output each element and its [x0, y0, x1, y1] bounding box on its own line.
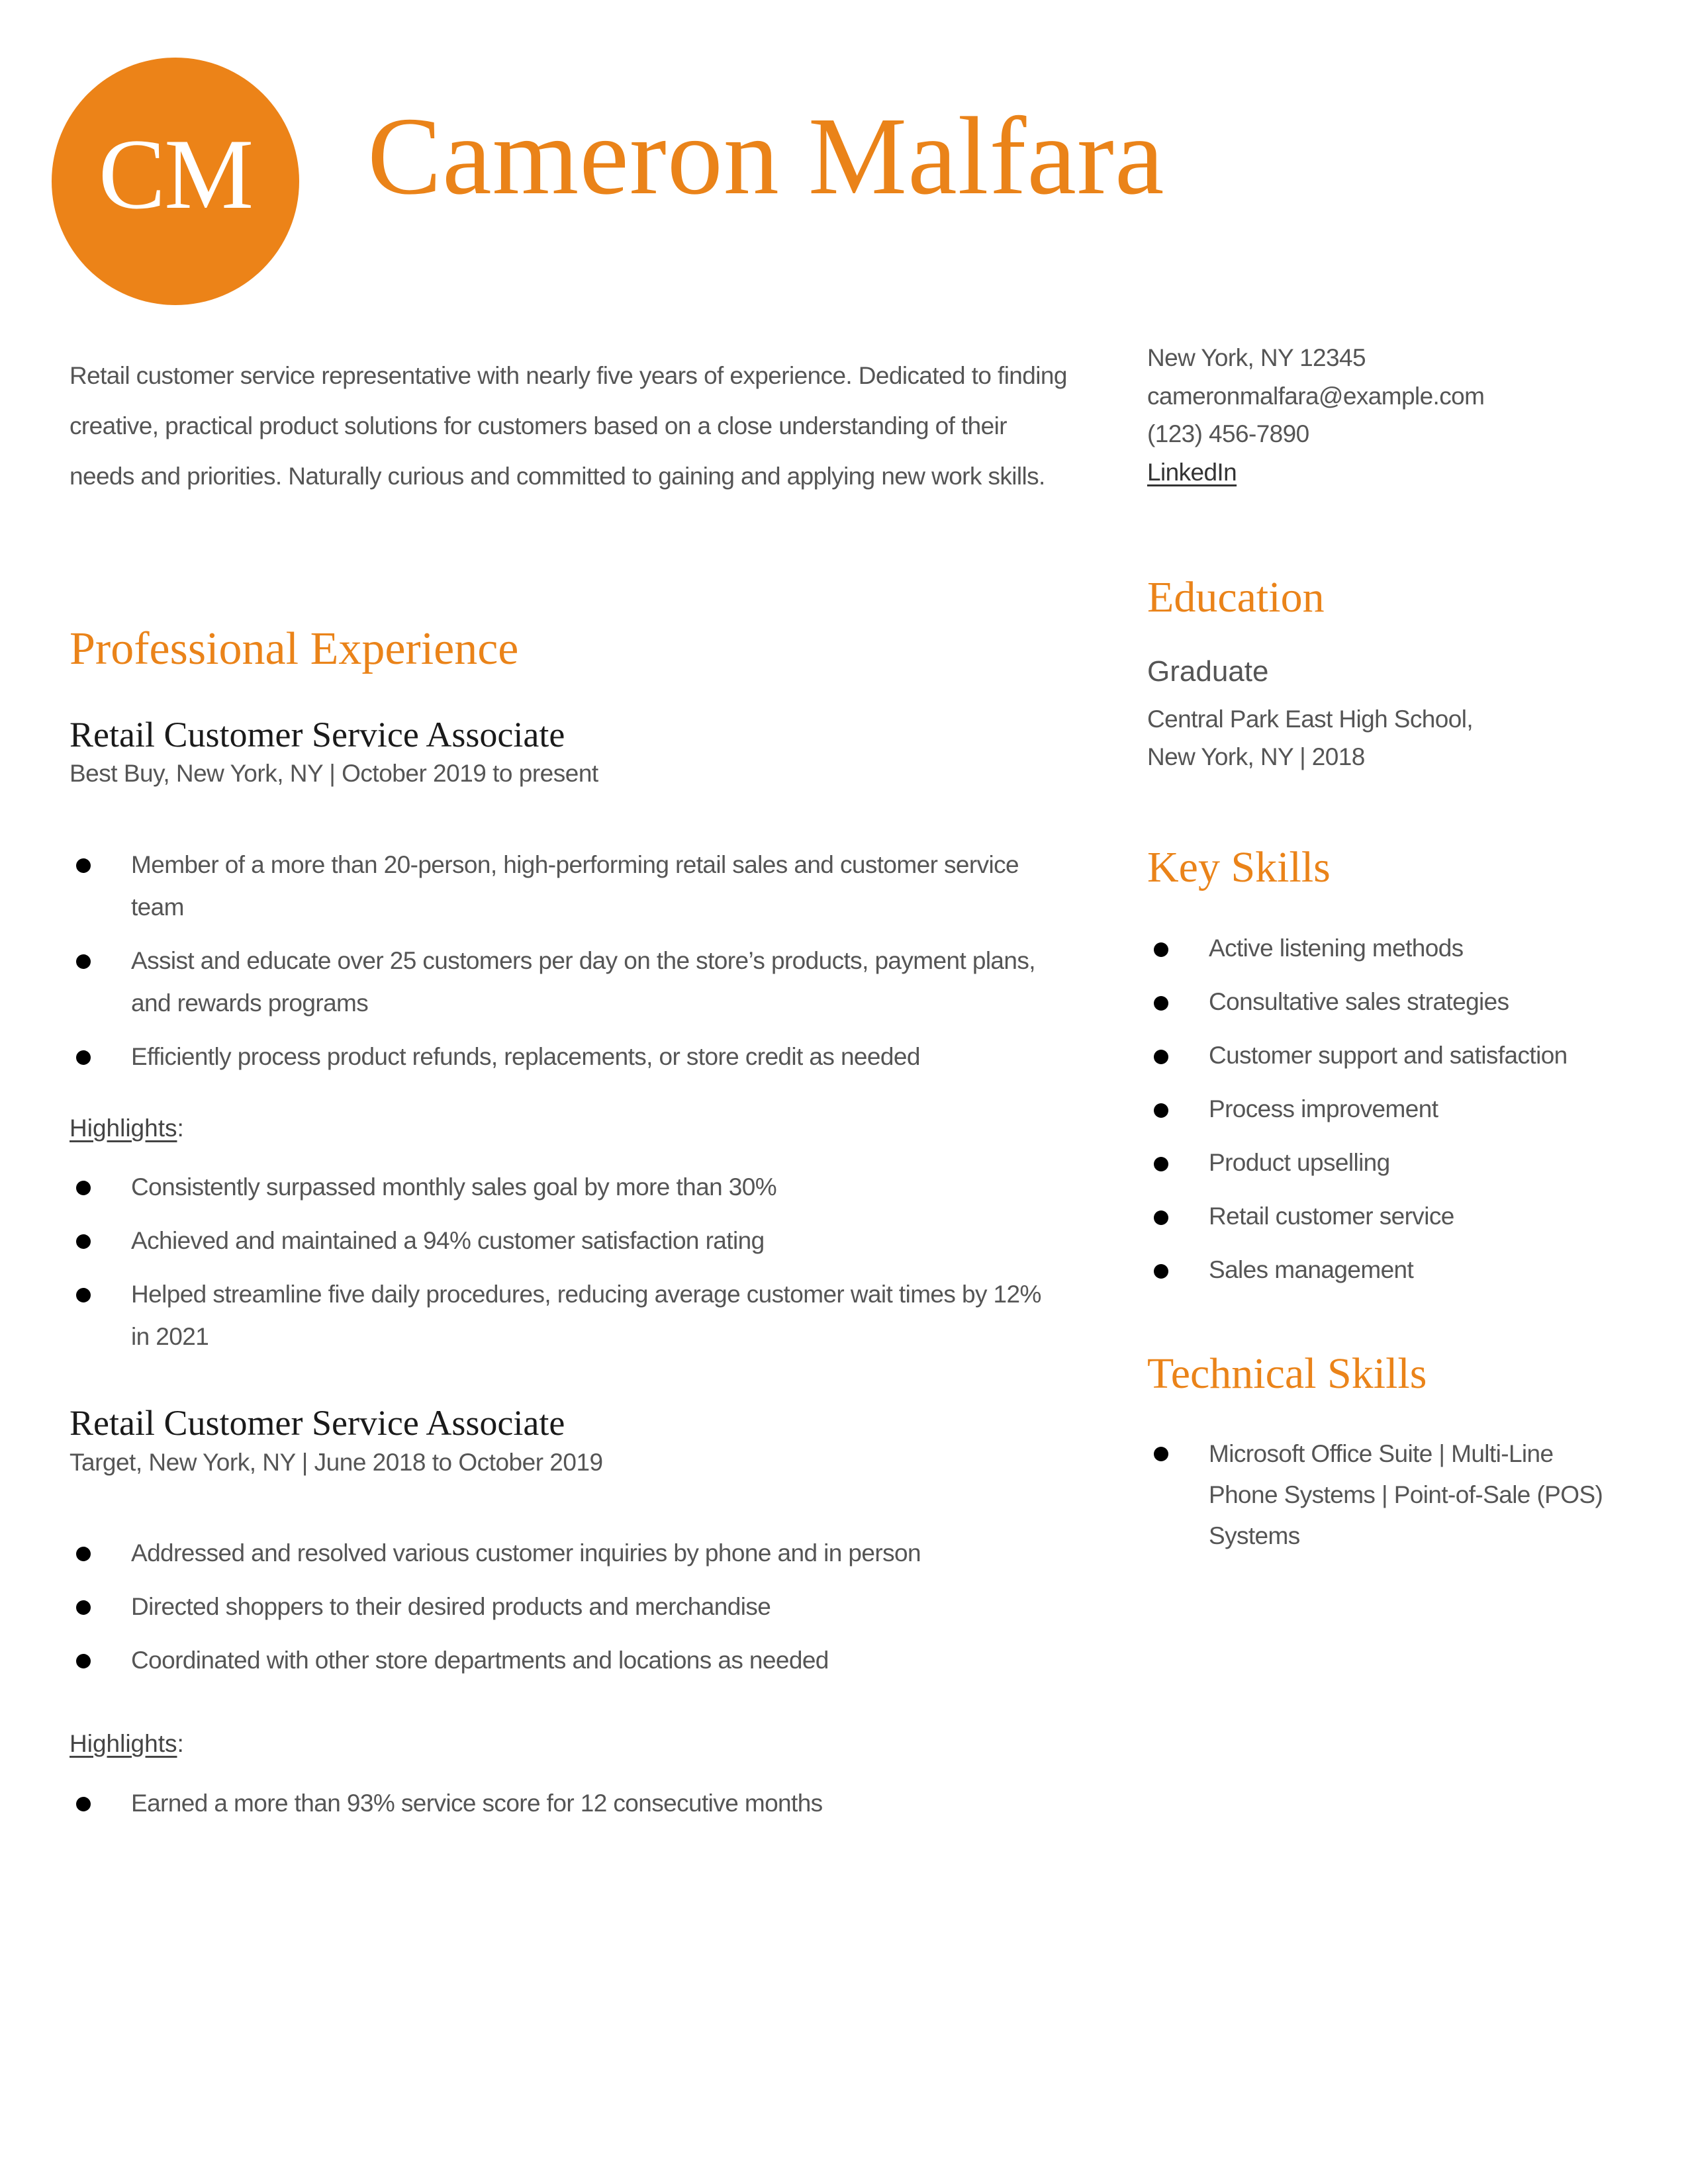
- highlights-label: Highlights:: [70, 1730, 184, 1757]
- key-skills-list: [1147, 929, 1611, 1304]
- monogram-badge: [52, 58, 299, 305]
- job-duties-list: [70, 844, 1049, 1089]
- bullet-icon: [1154, 996, 1168, 1011]
- highlights-list: [70, 1166, 1049, 1369]
- section-heading-education: Education: [1147, 573, 1325, 621]
- section-heading-experience: Professional Experience: [70, 623, 519, 674]
- list-item: Addressed and resolved various customer inquiries by phone and in person: [70, 1532, 1049, 1574]
- bullet-icon: [76, 1181, 91, 1195]
- education-details: [1147, 700, 1473, 776]
- bullet-icon: [76, 1797, 91, 1811]
- list-item: Helped streamline five daily procedures, reducing average customer wait times by 12% in 2021: [70, 1273, 1049, 1358]
- job-meta: Best Buy, New York, NY | October 2019 to present: [70, 760, 598, 787]
- bullet-icon: [76, 858, 91, 873]
- list-item: Assist and educate over 25 customers per day on the store’s products, payment plans, and rewards programs: [70, 940, 1049, 1024]
- bullet-icon: [76, 954, 91, 969]
- education-location-year: New York, NY | 2018: [1147, 743, 1365, 770]
- list-item: Achieved and maintained a 94% customer satisfaction rating: [70, 1220, 1049, 1262]
- list-item: Customer support and satisfaction: [1147, 1036, 1611, 1075]
- bullet-icon: [1154, 1210, 1168, 1225]
- job-duties-list: [70, 1532, 1049, 1693]
- list-item: Process improvement: [1147, 1090, 1611, 1128]
- job-title: Retail Customer Service Associate: [70, 1403, 565, 1443]
- section-heading-key-skills: Key Skills: [1147, 843, 1331, 891]
- bullet-icon: [1154, 942, 1168, 957]
- list-item: Directed shoppers to their desired products and merchandise: [70, 1586, 1049, 1628]
- bullet-icon: [76, 1654, 91, 1668]
- contact-email[interactable]: cameronmalfara@example.com: [1147, 382, 1485, 410]
- monogram-initials: CM: [98, 118, 253, 230]
- list-item: Consultative sales strategies: [1147, 983, 1611, 1021]
- bullet-icon: [76, 1050, 91, 1065]
- linkedin-link[interactable]: LinkedIn: [1147, 458, 1237, 486]
- highlights-list: [70, 1782, 1049, 1836]
- bullet-icon: [76, 1600, 91, 1615]
- list-item: Member of a more than 20-person, high-performing retail sales and customer service team: [70, 844, 1049, 929]
- education-degree: Graduate: [1147, 655, 1269, 688]
- bullet-icon: [1154, 1447, 1168, 1461]
- bullet-icon: [76, 1234, 91, 1249]
- job-meta: Target, New York, NY | June 2018 to October 2019: [70, 1449, 603, 1476]
- job-title: Retail Customer Service Associate: [70, 715, 565, 754]
- list-item: Retail customer service: [1147, 1197, 1611, 1236]
- contact-info: [1147, 339, 1484, 491]
- bullet-icon: [1154, 1050, 1168, 1064]
- bullet-icon: [1154, 1103, 1168, 1118]
- highlights-label: Highlights:: [70, 1115, 184, 1142]
- candidate-name: Cameron Malfara: [367, 95, 1165, 218]
- bullet-icon: [76, 1547, 91, 1561]
- bullet-icon: [76, 1288, 91, 1302]
- technical-skills-list: [1147, 1433, 1624, 1572]
- bullet-icon: [1154, 1157, 1168, 1171]
- list-item: Earned a more than 93% service score for 12 consecutive months: [70, 1782, 1049, 1825]
- education-school: Central Park East High School,: [1147, 705, 1474, 733]
- list-item: Product upselling: [1147, 1144, 1611, 1182]
- bullet-icon: [1154, 1264, 1168, 1279]
- list-item: Active listening methods: [1147, 929, 1611, 968]
- list-item: Efficiently process product refunds, replacements, or store credit as needed: [70, 1036, 1049, 1078]
- section-heading-technical-skills: Technical Skills: [1147, 1349, 1427, 1398]
- contact-location: New York, NY 12345: [1147, 344, 1366, 371]
- list-item: Consistently surpassed monthly sales goal by more than 30%: [70, 1166, 1049, 1208]
- professional-summary: Retail customer service representative with nearly five years of experience. Dedicated to finding creative, practical product solutions for customers based on a close understanding of their needs and priorities. Naturally curious and committed to gaining and applying new work skills.: [70, 362, 1067, 490]
- list-item: Coordinated with other store departments and locations as needed: [70, 1639, 1049, 1682]
- list-item: Sales management: [1147, 1251, 1611, 1289]
- contact-phone[interactable]: (123) 456-7890: [1147, 420, 1309, 447]
- list-item: Microsoft Office Suite | Multi-Line Phone Systems | Point-of-Sale (POS) Systems: [1147, 1433, 1624, 1557]
